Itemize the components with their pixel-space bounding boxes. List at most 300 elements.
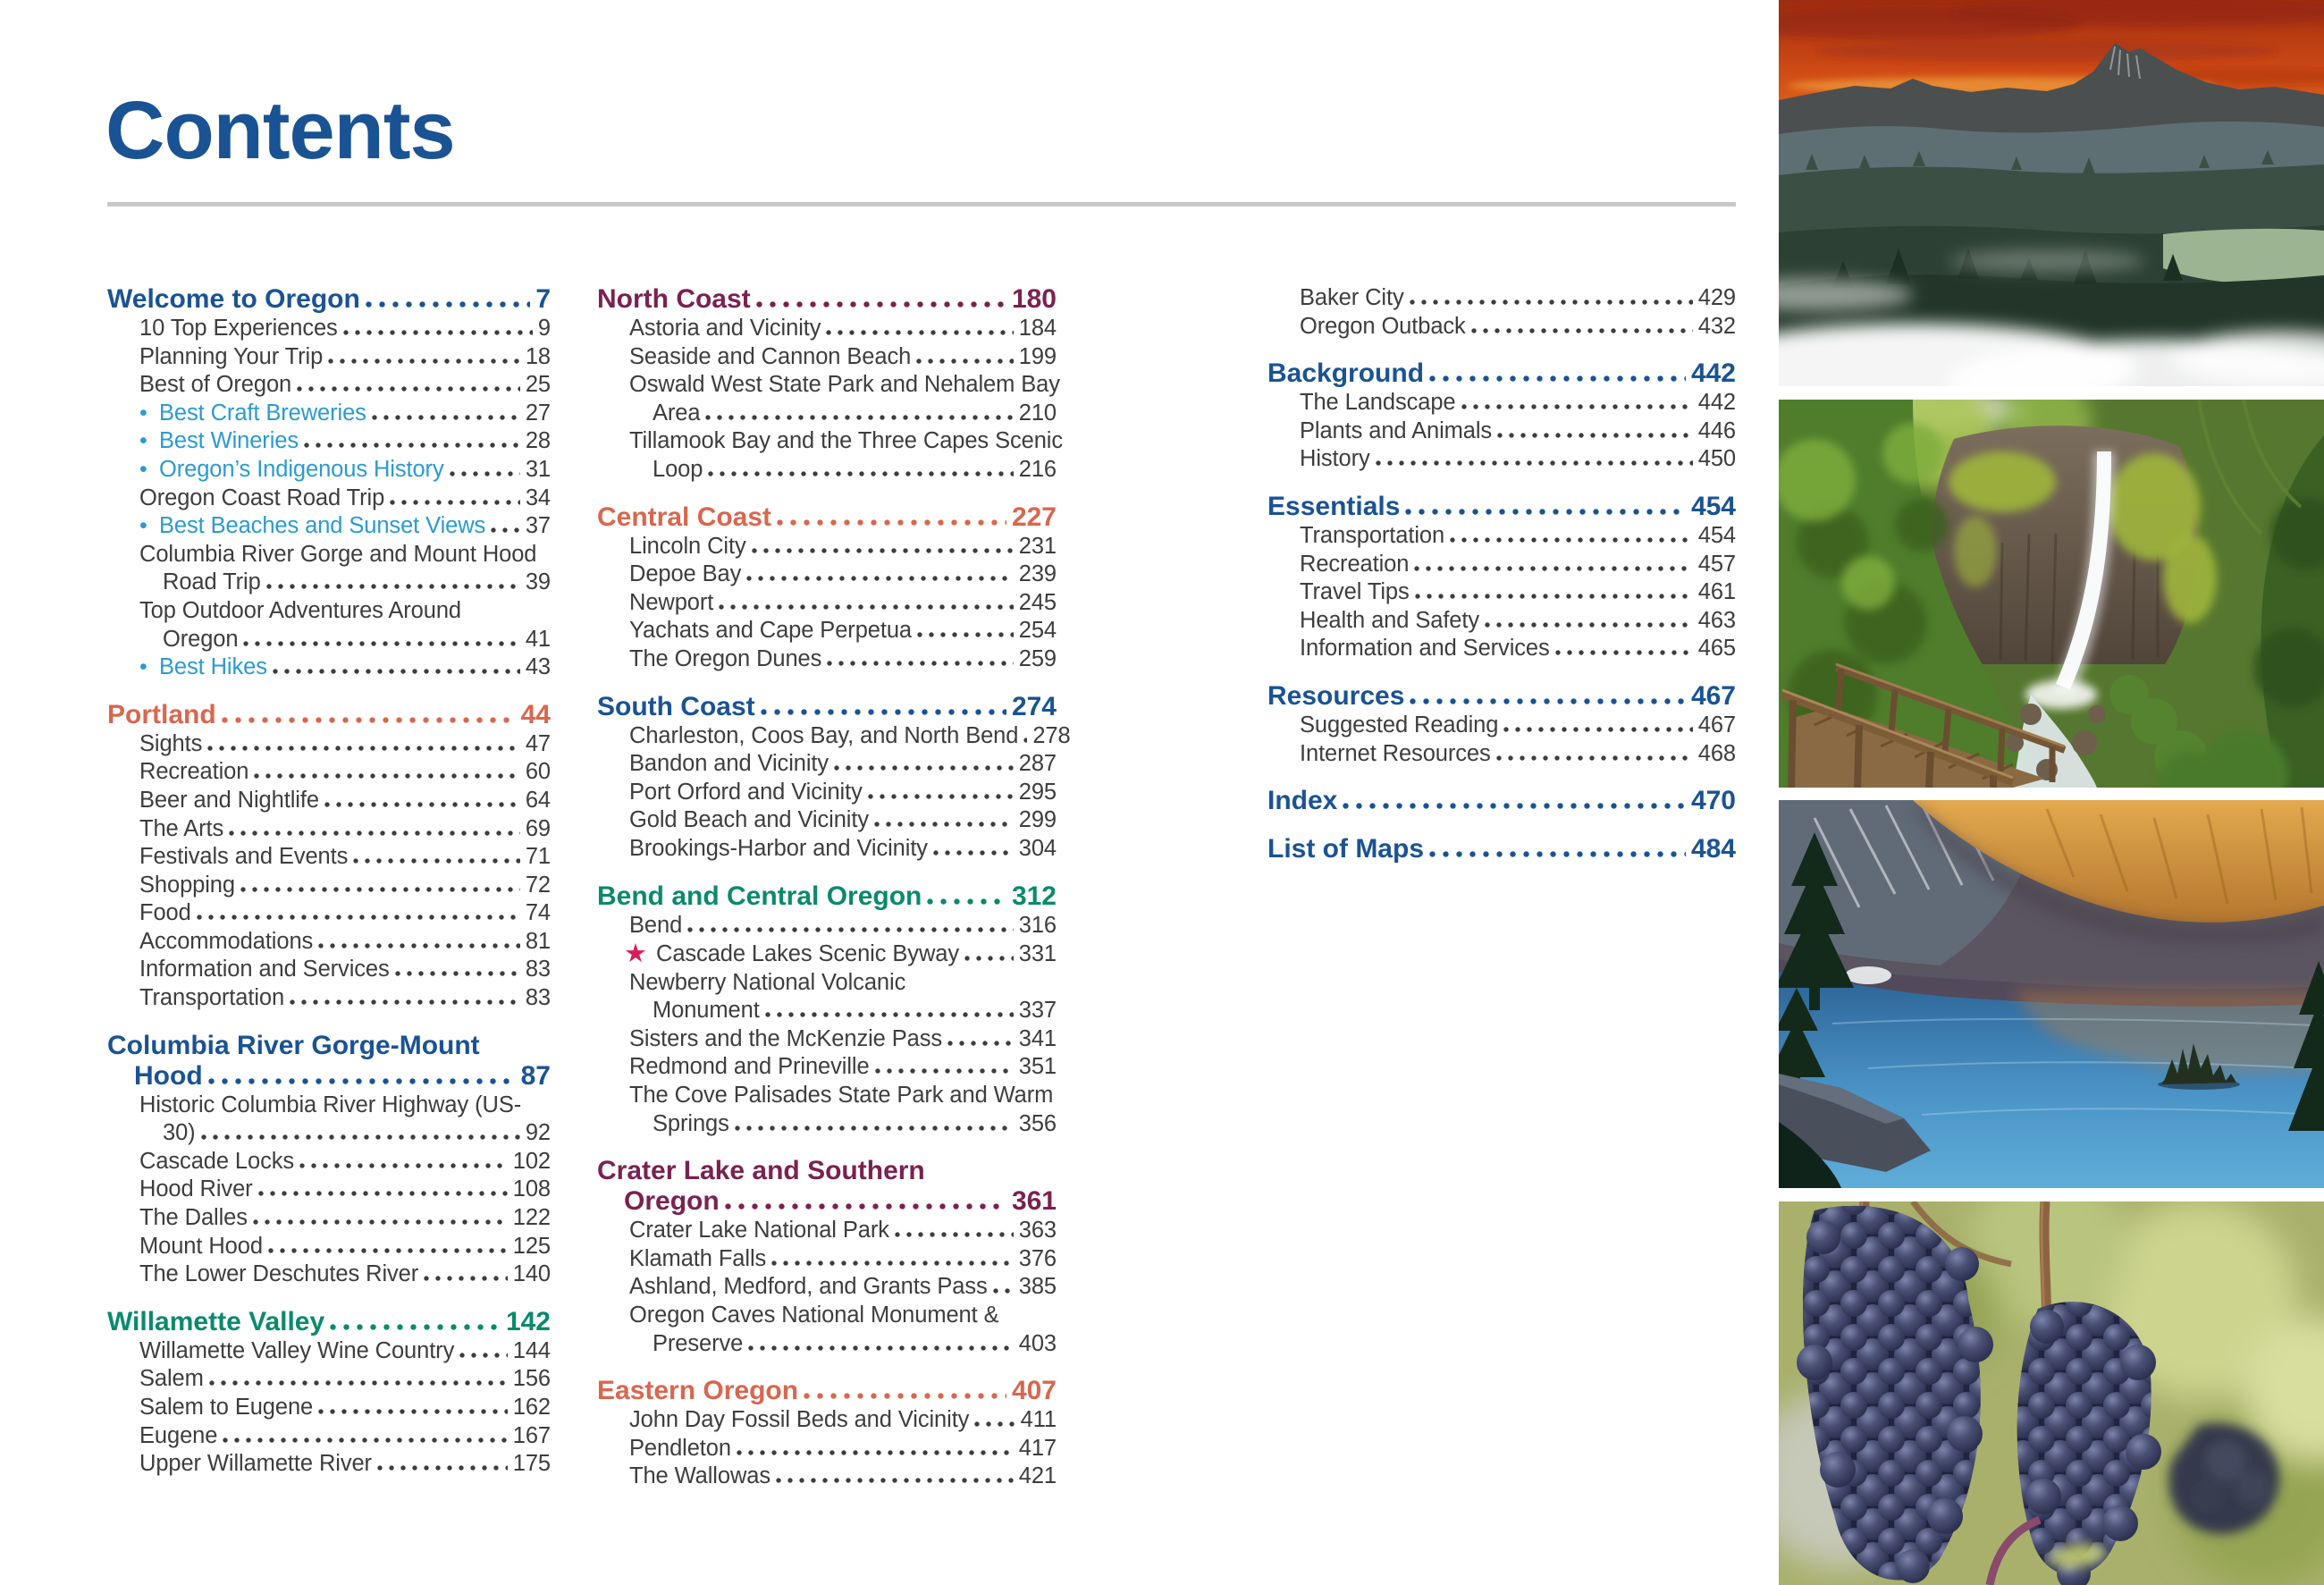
entry-label: Best Beaches and Sunset Views — [159, 513, 486, 539]
page-number: 184 — [1018, 316, 1057, 341]
page-number: 47 — [525, 730, 551, 756]
entry-label: Astoria and Vicinity — [629, 316, 821, 341]
leader-dots — [366, 301, 530, 308]
page-number: 144 — [512, 1337, 551, 1363]
entry-label: The Arts — [139, 815, 224, 841]
leader-dots — [708, 471, 1013, 476]
toc-entry — [107, 730, 551, 759]
entry-label: Klamath Falls — [629, 1245, 767, 1271]
entry-label: Sights — [139, 730, 203, 756]
photo-waterfall-footbridge — [1779, 400, 2324, 788]
entry-label: Charleston, Coos Bay, and North Bend — [629, 722, 1019, 748]
photo-crater-lake-phantom-ship — [1779, 800, 2324, 1188]
leader-dots — [1376, 460, 1693, 466]
toc-entry — [107, 1119, 551, 1148]
leader-dots — [208, 1078, 516, 1084]
page-number: 316 — [1018, 912, 1057, 938]
entry-label: Yachats and Cape Perpetua — [629, 618, 913, 644]
page-number: 467 — [1697, 712, 1736, 738]
leader-dots — [964, 956, 1014, 961]
bullet-icon: • — [139, 428, 147, 454]
page-number: 363 — [1018, 1218, 1057, 1244]
entry-label: Festivals and Events — [139, 844, 349, 870]
leader-dots — [765, 1012, 1014, 1017]
page-number: 312 — [1011, 881, 1057, 911]
entry-label: The Landscape — [1300, 390, 1456, 416]
toc-section-heading — [597, 1376, 1057, 1406]
page-number: 299 — [1018, 807, 1057, 833]
toc-entry — [1267, 635, 1736, 663]
page-number: 72 — [525, 872, 551, 898]
entry-label: Bend and Central Oregon — [597, 881, 922, 911]
page-number: 44 — [520, 699, 551, 729]
toc-entry — [597, 1217, 1057, 1245]
toc-entry — [1267, 313, 1736, 341]
entry-label: Plants and Animals — [1300, 417, 1493, 443]
page-number: 356 — [1018, 1110, 1057, 1136]
leader-dots — [777, 519, 1006, 526]
toc-entry — [1267, 417, 1736, 446]
toc-entry — [107, 400, 551, 428]
toc-entry — [107, 1422, 551, 1451]
leader-dots — [752, 548, 1014, 553]
leader-dots — [197, 915, 520, 920]
page-number: 403 — [1018, 1330, 1057, 1356]
toc-entry — [107, 456, 551, 485]
toc-entry — [107, 1394, 551, 1422]
toc-entry — [107, 1092, 551, 1120]
toc-entry — [107, 371, 551, 400]
entry-label: Oswald West State Park and Nehalem Bay — [629, 372, 1060, 398]
entry-label: Willamette Valley — [107, 1306, 325, 1336]
leader-dots — [1471, 328, 1693, 333]
page-number: 227 — [1011, 502, 1057, 532]
toc-entry — [107, 872, 551, 900]
page-number: 74 — [525, 900, 551, 926]
toc-entry — [107, 1450, 551, 1479]
photo-mount-hood-sunset — [1779, 0, 2324, 386]
toc-entry — [107, 541, 551, 569]
page-number: 180 — [1011, 284, 1057, 314]
toc-entry — [597, 722, 1071, 751]
leader-dots — [223, 1437, 507, 1443]
toc-entry — [107, 815, 551, 844]
entry-label: Best of Oregon — [139, 372, 292, 398]
toc-entry — [107, 843, 551, 872]
toc-entry — [107, 315, 551, 343]
entry-label: Upper Willamette River — [139, 1451, 372, 1477]
entry-label: Oregon — [163, 626, 239, 652]
leader-dots — [229, 830, 520, 836]
page-number: 450 — [1697, 446, 1736, 472]
leader-dots — [258, 1191, 508, 1196]
toc-entry — [107, 1204, 551, 1233]
page-number: 156 — [512, 1366, 551, 1392]
leader-dots — [993, 1288, 1014, 1294]
page-number: 18 — [525, 343, 551, 369]
leader-dots — [687, 927, 1014, 932]
toc-section-heading — [597, 881, 1057, 912]
entry-label: Accommodations — [139, 928, 314, 954]
toc-entry — [107, 512, 551, 541]
toc-entry — [597, 1110, 1057, 1139]
toc-entry — [597, 645, 1057, 674]
toc-entry — [107, 1176, 551, 1204]
toc-section-heading — [1267, 681, 1736, 712]
page-number: 162 — [512, 1395, 551, 1420]
entry-label: Tillamook Bay and the Three Capes Scenic — [629, 428, 1064, 454]
toc-entry — [597, 1025, 1057, 1054]
entry-label: The Cove Palisades State Park and Warm — [629, 1083, 1054, 1109]
leader-dots — [776, 1478, 1014, 1483]
toc-entry — [107, 1148, 551, 1176]
page-number: 411 — [1020, 1407, 1057, 1433]
toc-entry — [1267, 445, 1736, 474]
toc-entry — [107, 343, 551, 372]
leader-dots — [1405, 509, 1686, 515]
toc-entry — [107, 928, 551, 957]
entry-label: Columbia River Gorge-Mount — [107, 1030, 480, 1060]
entry-label: Willamette Valley Wine Country — [139, 1337, 455, 1363]
entry-label: Road Trip — [163, 569, 261, 595]
leader-dots — [1414, 566, 1692, 571]
leader-dots — [875, 1068, 1014, 1074]
leader-dots — [737, 1450, 1014, 1455]
page-number: 125 — [512, 1233, 551, 1259]
toc-entry — [107, 569, 551, 597]
toc-column-2 — [597, 284, 1071, 1491]
entry-label: Recreation — [139, 759, 249, 785]
toc-entry — [597, 1463, 1057, 1491]
page-number: 463 — [1697, 607, 1736, 633]
leader-dots — [756, 301, 1006, 308]
page-number: 457 — [1697, 551, 1736, 577]
leader-dots — [304, 443, 520, 448]
leader-dots — [290, 999, 520, 1005]
entry-label: Index — [1267, 786, 1338, 816]
entry-label: Baker City — [1300, 285, 1404, 310]
leader-dots — [725, 1203, 1006, 1210]
page-number: 417 — [1018, 1435, 1057, 1461]
page-number: 337 — [1018, 998, 1057, 1024]
leader-dots — [1450, 537, 1693, 543]
page-number: 231 — [1018, 533, 1057, 559]
toc-section-heading — [1267, 834, 1736, 864]
page-number: 295 — [1018, 779, 1057, 805]
page-number: 341 — [1018, 1025, 1057, 1051]
toc-section-heading — [597, 284, 1057, 315]
entry-label: The Dalles — [139, 1205, 248, 1231]
photo-wine-grapes — [1779, 1201, 2324, 1585]
toc-entry — [597, 779, 1057, 807]
entry-label: Best Wineries — [159, 428, 299, 454]
entry-label: 30) — [163, 1120, 196, 1146]
entry-label: Eugene — [139, 1422, 218, 1448]
toc-entry — [107, 956, 551, 984]
toc-entry — [107, 787, 551, 815]
leader-dots — [868, 794, 1014, 799]
toc-section-heading — [597, 1186, 1057, 1217]
page-number: 9 — [537, 316, 551, 341]
leader-dots — [916, 358, 1014, 364]
toc-entry — [597, 343, 1057, 372]
page-number: 7 — [535, 284, 551, 314]
leader-dots — [207, 746, 520, 751]
page-number: 142 — [505, 1306, 551, 1336]
page-number: 484 — [1690, 834, 1736, 864]
toc-entry — [597, 400, 1057, 428]
page-number: 429 — [1697, 285, 1736, 310]
toc-entry — [107, 626, 551, 654]
entry-label: Travel Tips — [1300, 579, 1410, 605]
leader-dots — [1415, 594, 1693, 599]
entry-label: Welcome to Oregon — [107, 284, 360, 314]
leader-dots — [761, 709, 1006, 715]
toc-entry — [597, 427, 1064, 456]
page-number: 167 — [512, 1422, 551, 1448]
toc-entry — [1267, 551, 1736, 579]
page-number: 385 — [1018, 1274, 1057, 1300]
toc-entry — [597, 1245, 1057, 1274]
leader-dots — [254, 773, 520, 779]
page-number: 470 — [1690, 786, 1736, 816]
toc-section-heading — [597, 1156, 1057, 1186]
waterfall-illustration — [1779, 400, 2324, 788]
page-number: 210 — [1018, 400, 1057, 426]
toc-entry — [1267, 607, 1736, 636]
leader-dots — [243, 641, 519, 646]
entry-label: Oregon Coast Road Trip — [139, 485, 385, 510]
entry-label: Hood River — [139, 1176, 253, 1202]
toc-entry — [107, 653, 551, 682]
entry-label: Transportation — [139, 985, 285, 1011]
toc-section-heading — [107, 1307, 551, 1337]
page-number: 87 — [520, 1060, 551, 1091]
toc-entry — [597, 940, 1057, 969]
entry-label: Eastern Oregon — [597, 1376, 799, 1406]
entry-label: Bandon and Vicinity — [629, 751, 829, 777]
page-title: Contents — [105, 85, 455, 176]
leader-dots — [834, 765, 1014, 771]
entry-label: The Lower Deschutes River — [139, 1261, 419, 1287]
leader-dots — [1555, 650, 1693, 655]
entry-label: Information and Services — [139, 957, 390, 982]
page-number: 25 — [525, 372, 551, 398]
leader-dots — [299, 1163, 508, 1168]
page-number: 175 — [512, 1451, 551, 1477]
page-number: 27 — [525, 400, 551, 426]
toc-section-heading — [1267, 492, 1736, 522]
entry-label: Oregon’s Indigenous History — [159, 456, 444, 482]
leader-dots — [771, 1260, 1014, 1266]
bullet-icon: • — [139, 400, 147, 426]
toc-entry — [597, 533, 1057, 561]
entry-label: Internet Resources — [1300, 740, 1491, 766]
entry-label: Crater Lake National Park — [629, 1218, 889, 1244]
toc-entry — [597, 1053, 1057, 1082]
page-number: 92 — [525, 1120, 551, 1146]
entry-label: Cascade Lakes Scenic Byway — [656, 941, 959, 967]
entry-label: North Coast — [597, 284, 751, 314]
page-number: 140 — [512, 1261, 551, 1287]
leader-dots — [748, 1345, 1014, 1351]
page-number: 60 — [525, 759, 551, 785]
leader-dots — [424, 1276, 508, 1281]
page-number: 331 — [1018, 941, 1057, 967]
leader-dots — [372, 415, 520, 420]
page-number: 43 — [525, 654, 551, 680]
entry-label: Newport — [629, 589, 714, 615]
leader-dots — [459, 1353, 508, 1358]
leader-dots — [491, 527, 520, 533]
leader-dots — [268, 1248, 508, 1253]
leader-dots — [240, 887, 520, 892]
entry-label: List of Maps — [1267, 834, 1425, 864]
entry-label: Food — [139, 900, 191, 926]
entry-label: Top Outdoor Adventures Around — [139, 597, 462, 623]
toc-section-heading — [107, 284, 551, 315]
toc-entry — [107, 1260, 551, 1289]
entry-label: Portland — [107, 699, 216, 729]
page-number: 254 — [1018, 618, 1057, 644]
page-number: 468 — [1697, 740, 1736, 766]
page-number: 122 — [512, 1205, 551, 1231]
crater-lake-illustration — [1779, 800, 2324, 1188]
leader-dots — [895, 1232, 1014, 1237]
toc-entry — [107, 1233, 551, 1261]
entry-label: Crater Lake and Southern — [597, 1156, 925, 1186]
entry-label: Port Orford and Vicinity — [629, 779, 863, 805]
entry-label: Shopping — [139, 872, 235, 898]
page-number: 461 — [1697, 579, 1736, 605]
leader-dots — [874, 822, 1014, 827]
toc-entry — [597, 561, 1057, 589]
toc-column-1 — [107, 284, 551, 1479]
entry-label: Brookings-Harbor and Vicinity — [629, 835, 928, 861]
toc-entry — [1267, 389, 1736, 417]
entry-label: Best Hikes — [159, 654, 267, 680]
toc-entry — [107, 485, 551, 513]
leader-dots — [222, 717, 516, 723]
leader-dots — [719, 604, 1013, 610]
leader-dots — [1410, 698, 1686, 704]
entry-label: Mount Hood — [139, 1233, 263, 1259]
entry-label: Depoe Bay — [629, 561, 742, 587]
page-number: 69 — [525, 815, 551, 841]
toc-entry — [597, 315, 1057, 343]
leader-dots — [395, 971, 520, 976]
leader-dots — [947, 1041, 1014, 1046]
toc-entry — [597, 617, 1057, 645]
entry-label: Beer and Nightlife — [139, 787, 319, 813]
toc-entry — [597, 371, 1060, 400]
leader-dots — [705, 415, 1013, 420]
page-number: 216 — [1018, 456, 1057, 482]
entry-label: Ashland, Medford, and Grants Pass — [629, 1274, 988, 1300]
page-number: 245 — [1018, 589, 1057, 615]
toc-entry — [597, 589, 1057, 618]
toc-entry — [1267, 284, 1736, 313]
entry-label: John Day Fossil Beds and Vicinity — [629, 1407, 970, 1433]
toc-section-heading — [107, 700, 551, 730]
leader-dots — [266, 584, 520, 589]
leader-dots — [826, 330, 1013, 335]
page-number: 465 — [1697, 636, 1736, 662]
leader-dots — [927, 898, 1006, 905]
entry-label: Oregon Outback — [1300, 313, 1466, 339]
title-rule — [107, 202, 1736, 207]
entry-label: The Wallowas — [629, 1463, 770, 1489]
toc-entry — [597, 1435, 1057, 1463]
star-icon: ★ — [624, 940, 647, 969]
bullet-icon: • — [139, 654, 147, 680]
leader-dots — [1429, 375, 1686, 382]
entry-label: Preserve — [653, 1330, 744, 1356]
page-number: 81 — [525, 928, 551, 954]
entry-label: Monument — [653, 998, 760, 1024]
entry-label: Area — [653, 400, 701, 426]
leader-dots — [297, 386, 520, 392]
bullet-icon: • — [139, 456, 147, 482]
toc-entry — [597, 806, 1057, 835]
toc-entry — [107, 597, 551, 626]
entry-label: Oregon — [624, 1186, 720, 1217]
leader-dots — [450, 471, 520, 476]
leader-dots — [353, 858, 520, 864]
page-number: 28 — [525, 428, 551, 454]
entry-label: Oregon Caves National Monument & — [629, 1303, 999, 1328]
toc-entry — [597, 997, 1057, 1025]
entry-label: Columbia River Gorge and Mount Hood — [139, 541, 537, 567]
toc-entry — [597, 1406, 1057, 1435]
leader-dots — [209, 1380, 508, 1386]
toc-entry — [107, 1337, 551, 1366]
leader-dots — [1497, 433, 1693, 438]
entry-label: Suggested Reading — [1300, 712, 1499, 738]
toc-entry — [1267, 522, 1736, 551]
page-number: 83 — [525, 985, 551, 1011]
entry-label: Salem — [139, 1366, 204, 1392]
leader-dots — [1343, 803, 1686, 809]
toc-entry — [107, 1365, 551, 1394]
toc-entry — [107, 758, 551, 787]
leader-dots — [917, 632, 1014, 637]
entry-label: The Oregon Dunes — [629, 645, 822, 671]
photo-strip — [1779, 0, 2324, 1585]
entry-label: Gold Beach and Vicinity — [629, 807, 869, 833]
entry-label: Seaside and Cannon Beach — [629, 343, 912, 369]
toc-entry — [1267, 578, 1736, 607]
entry-label: Lincoln City — [629, 533, 746, 559]
toc-section-heading — [597, 502, 1057, 533]
entry-label: Essentials — [1267, 491, 1401, 521]
toc-section-heading — [107, 1061, 551, 1092]
entry-label: Background — [1267, 358, 1425, 389]
entry-label: Best Craft Breweries — [159, 400, 366, 426]
page-number: 432 — [1697, 313, 1736, 339]
leader-dots — [273, 669, 520, 674]
page-number: 239 — [1018, 561, 1057, 587]
grapes-illustration — [1779, 1201, 2324, 1585]
toc-entry — [107, 899, 551, 928]
leader-dots — [253, 1219, 508, 1225]
leader-dots — [318, 943, 520, 948]
leader-dots — [1410, 299, 1693, 305]
toc-entry — [597, 750, 1057, 779]
leader-dots — [324, 802, 520, 807]
leader-dots — [1023, 738, 1027, 743]
leader-dots — [804, 1393, 1006, 1399]
